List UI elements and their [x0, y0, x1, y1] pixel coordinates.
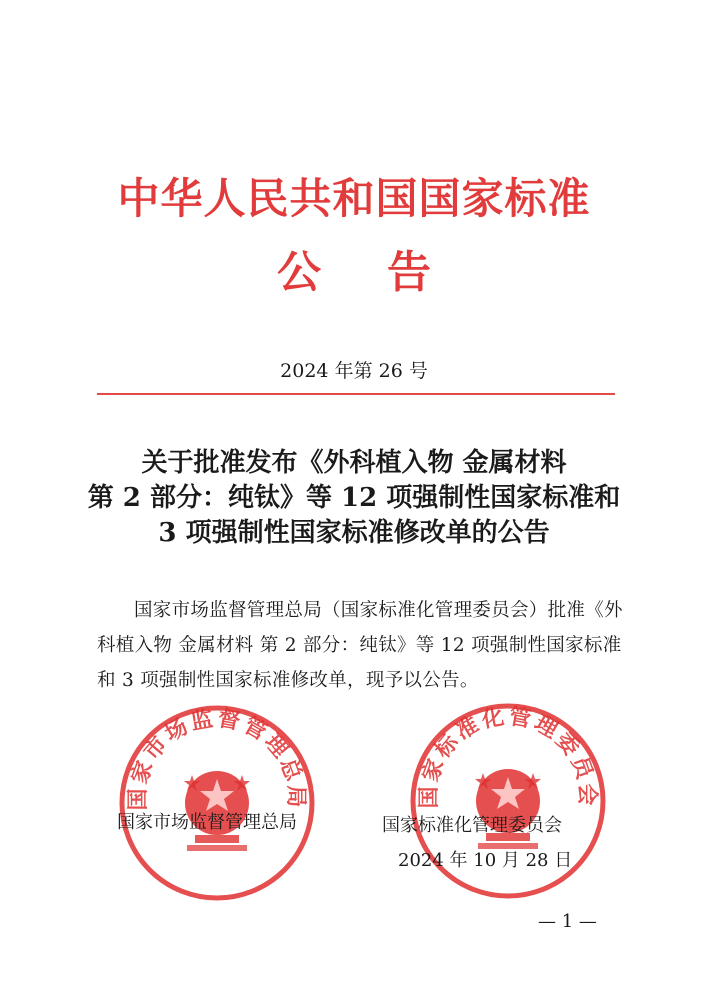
announcement-paragraph: 国家市场监督管理总局（国家标准化管理委员会）批准《外科植入物 金属材料 第 2 部分：纯钛》等 12 项强制性国家标准和 3 项强制性国家标准修改单，现予以公告。 [97, 600, 623, 691]
document-title-line-2: 第 2 部分：纯钛》等 12 项强制性国家标准和 [87, 483, 621, 513]
announcement-body [97, 593, 632, 698]
signature-sac: 国家标准化管理委员会 [382, 815, 562, 836]
page-number: — 1 — [538, 911, 597, 932]
issue-date: 2024 年 10 月 28 日 [398, 850, 573, 871]
document-title [60, 446, 648, 551]
signature-samr: 国家市场监督管理总局 [117, 812, 297, 833]
issue-number: 2024 年第 26 号 [280, 360, 428, 382]
document-header-subtitle: 公告 [277, 247, 497, 298]
red-divider [97, 393, 615, 395]
document-title-line-1: 关于批准发布《外科植入物 金属材料 [141, 448, 567, 478]
svg-text:国家市场监督管理总局: 国家市场监督管理总局 [125, 706, 309, 811]
document-header-title: 中华人民共和国国家标准 [117, 174, 591, 223]
document-title-line-3: 3 项强制性国家标准修改单的公告 [158, 518, 550, 548]
seal-samr-icon [117, 703, 317, 903]
svg-text:国家标准化管理委员会: 国家标准化管理委员会 [416, 704, 600, 809]
